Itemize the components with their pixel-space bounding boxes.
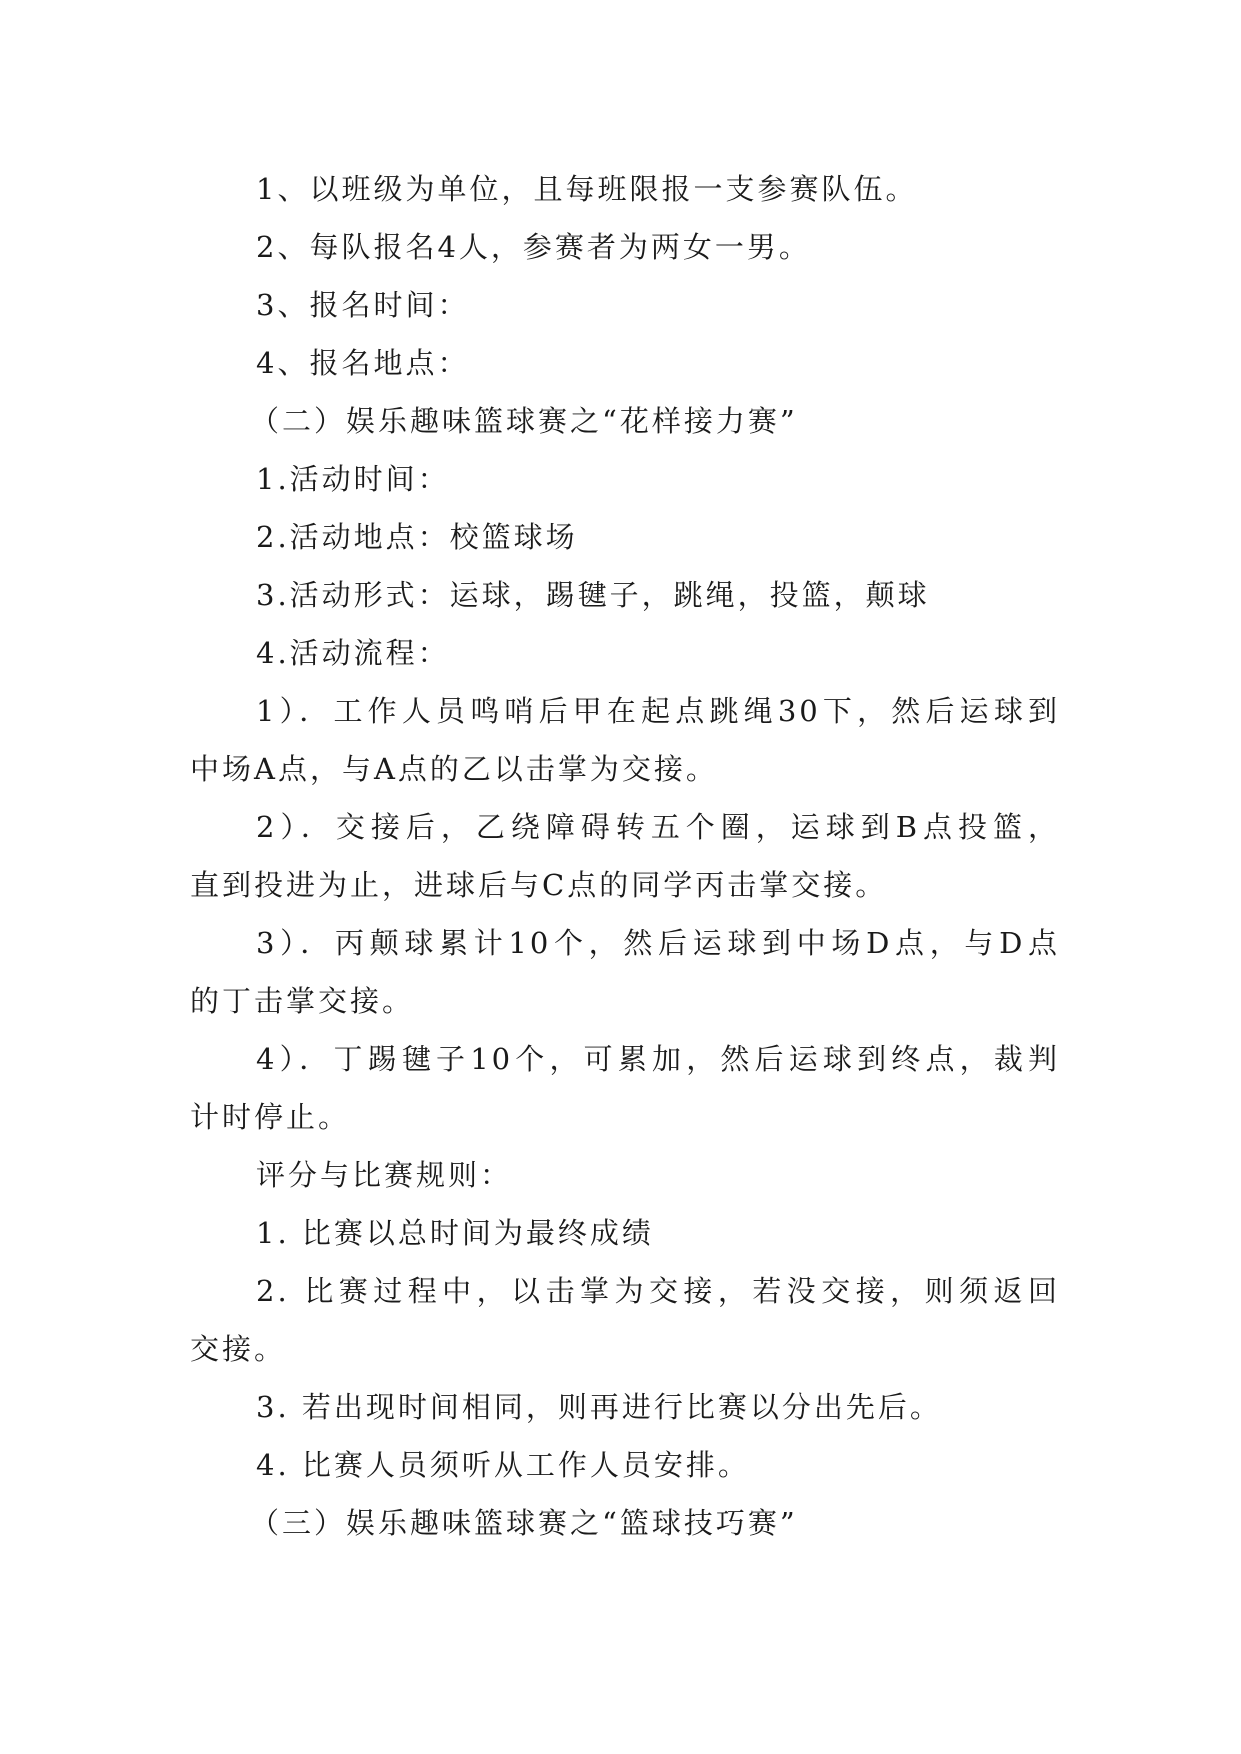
registration-location: 4、报名地点： bbox=[256, 346, 470, 380]
scoring-rules-heading: 评分与比赛规则： bbox=[256, 1158, 513, 1192]
scoring-rule-3: 3. 若出现时间相同，则再进行比赛以分出先后。 bbox=[256, 1390, 942, 1424]
section-heading-relay: （二）娱乐趣味篮球赛之“花样接力赛” bbox=[250, 404, 798, 438]
section-heading-skills: （三）娱乐趣味篮球赛之“篮球技巧赛” bbox=[250, 1506, 798, 1540]
process-step-2: 2）．交接后，乙绕障碍转五个圈，运球到B点投篮， bbox=[256, 810, 1060, 844]
activity-location: 2.活动地点：校篮球场 bbox=[256, 520, 578, 554]
activity-process-heading: 4.活动流程： bbox=[256, 636, 450, 670]
process-step-4-cont: 计时停止。 bbox=[190, 1100, 351, 1134]
scoring-rule-2-cont: 交接。 bbox=[190, 1332, 287, 1366]
document-body bbox=[190, 160, 1060, 1552]
process-step-3-cont: 的丁击掌交接。 bbox=[190, 984, 415, 1018]
scoring-rule-2: 2. 比赛过程中，以击掌为交接，若没交接，则须返回 bbox=[256, 1274, 1060, 1308]
scoring-rule-4: 4. 比赛人员须听从工作人员安排。 bbox=[256, 1448, 750, 1482]
process-step-1: 1）．工作人员鸣哨后甲在起点跳绳30下，然后运球到 bbox=[256, 694, 1060, 728]
scoring-rule-1: 1. 比赛以总时间为最终成绩 bbox=[256, 1216, 654, 1250]
process-step-4: 4）．丁踢毽子10个，可累加，然后运球到终点，裁判 bbox=[256, 1042, 1060, 1076]
activity-time: 1.活动时间： bbox=[256, 462, 450, 496]
registration-rule-1: 1、以班级为单位，且每班限报一支参赛队伍。 bbox=[256, 172, 918, 206]
registration-rule-2: 2、每队报名4人，参赛者为两女一男。 bbox=[256, 230, 811, 264]
registration-time: 3、报名时间： bbox=[256, 288, 470, 322]
process-step-3: 3）．丙颠球累计10个，然后运球到中场D点，与D点 bbox=[256, 926, 1060, 960]
process-step-2-cont: 直到投进为止，进球后与C点的同学丙击掌交接。 bbox=[190, 868, 888, 902]
process-step-1-cont: 中场A点，与A点的乙以击掌为交接。 bbox=[190, 752, 718, 786]
activity-format: 3.活动形式：运球，踢毽子，跳绳，投篮，颠球 bbox=[256, 578, 930, 612]
